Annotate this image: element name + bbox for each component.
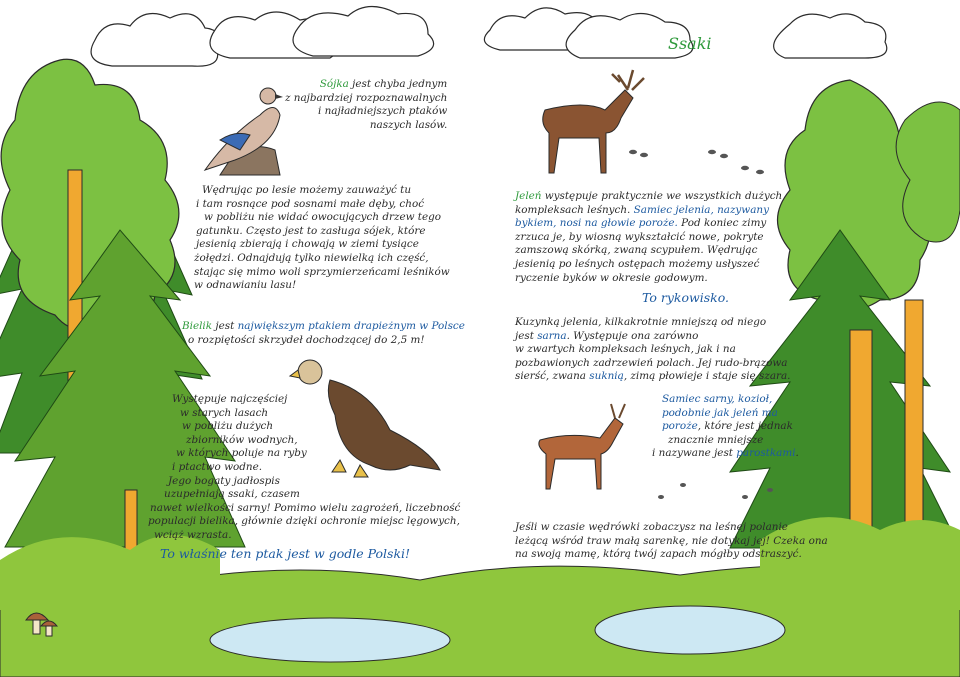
eagle-closing: To właśnie ten ptak jest w godle Polski!	[160, 546, 411, 561]
jay-bird-illustration	[205, 88, 283, 175]
eagle-paragraph: Występuje najczęściej w starych lasach w pobliżu dużych zbiorników wodnych, w których poluje na ryby i ptactwo wodne. Jego bogaty jadłospis uzupełniają ssaki, czasem nawet wielkości sarny! Pomimo wielu zagrożeń, liczebność populacji bielika, głównie dzięki ochronie miejsc lęgowych, wciąż wzrasta.	[148, 393, 461, 541]
jay-caption: Sójka jest chyba jednym z najbardziej rozpoznawalnych i najładniejszych ptaków naszych lasów.	[285, 78, 448, 131]
deer-closing: To rykowisko.	[642, 290, 729, 305]
pond-right	[595, 606, 785, 654]
eagle-intro: Bielik jest największym ptakiem drapieżnym w Polsce o rozpiętości skrzydeł dochodzącej do 2,5 m!	[182, 320, 465, 346]
roe-deer-illustration	[539, 404, 625, 489]
page-title: Ssaki	[668, 34, 712, 53]
jay-paragraph: Wędrując po lesie możemy zauważyć tu i tam rosnące pod sosnami małe dęby, choć w pobliżu nie widać owocujących drzew tego gatunku. Często jest to zasługa sójek, które jesienią zbierają i chowają w ziemi tysiące żołędzi. Odnajdują tylko niewielką ich część, stając się mimo woli sprzymierzeńcami leśników w odnawianiu lasu!	[194, 184, 450, 292]
jay-name: Sójka	[319, 78, 349, 90]
pond-left	[210, 618, 450, 662]
red-deer-illustration	[543, 70, 644, 173]
roebuck-paragraph: Samiec sarny, kozioł, podobnie jak jeleń ma poroże, które jest jednak znacznie mniejsze i nazywane jest parostkami.	[652, 393, 799, 460]
fawn-paragraph: Jeśli w czasie wędrówki zobaczysz na leśnej polanie leżącą wśród traw małą sarenkę, nie dotykaj jej! Czeka ona na swoją mamę, którą twój zapach mógłby odstraszyć.	[515, 521, 828, 561]
deer-name: Jeleń	[515, 190, 542, 202]
roe-paragraph: Kuzynką jelenia, kilkakrotnie mniejszą od niego jest sarna. Występuje ona zarówno w zwartych kompleksach leśnych, jak i na pozbawionych zadrzewień polach. Jej rudo-brązowa sierść, zwana suknią, zimą płowieje i staje się szara.	[515, 316, 791, 383]
eagle-name: Bielik	[182, 320, 213, 332]
deer-paragraph: Jeleń występuje praktycznie we wszystkich dużych kompleksach leśnych. Samiec jelenia, nazywany bykiem, nosi na głowie poroże. Pod koniec zimy zrzuca je, by wiosną wykształcić nowe, pokryte zamszową skórką, zwaną scypułem. Wędrując jesienią po leśnych ostępach możemy usłyszeć ryczenie byków w okresie godowym.	[515, 190, 783, 284]
cloud-icon	[91, 6, 887, 66]
